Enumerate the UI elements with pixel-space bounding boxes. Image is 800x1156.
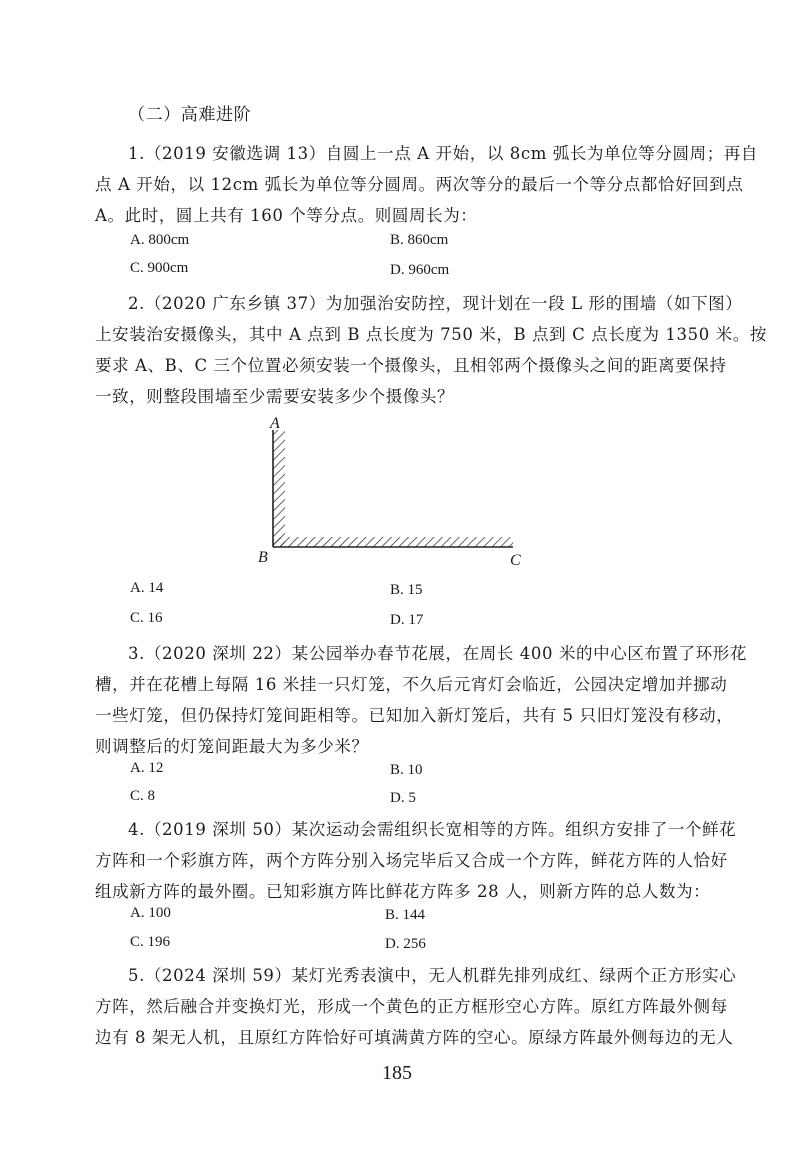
question-2-line-4: 一致，则整段围墙至少需要安装多少个摄像头？ bbox=[95, 387, 455, 406]
question-4-line-2: 方阵和一个彩旗方阵，两个方阵分别入场完毕后又合成一个方阵，鲜花方阵的人恰好 bbox=[95, 851, 728, 870]
question-3-line-1: 3.（2020 深圳 22）某公园举办春节花展，在周长 400 米的中心区布置了环形花 bbox=[128, 644, 748, 663]
question-1-line-3: A。此时，圆上共有 160 个等分点。则圆周长为： bbox=[95, 206, 478, 225]
question-3-option-a: A. 12 bbox=[130, 760, 164, 776]
question-1-line-1: 1.（2019 安徽选调 13）自圆上一点 A 开始，以 8cm 弧长为单位等分圆周；再自 bbox=[128, 144, 758, 163]
question-1-option-b: B. 860cm bbox=[390, 232, 449, 248]
page-number: 185 bbox=[382, 1062, 412, 1084]
question-3-option-d: D. 5 bbox=[390, 790, 416, 806]
question-3-line-2: 槽，并在花槽上每隔 16 米挂一只灯笼，不久后元宵灯会临近，公园决定增加并挪动 bbox=[95, 675, 728, 694]
question-4-line-1: 4.（2019 深圳 50）某次运动会需组织长宽相等的方阵。组织方安排了一个鲜花 bbox=[128, 820, 737, 839]
question-4-option-c: C. 196 bbox=[130, 934, 171, 950]
question-1-line-2: 点 A 开始，以 12cm 弧长为单位等分圆周。两次等分的最后一个等分点都恰好回到点 bbox=[95, 175, 744, 194]
section-title: （二）高难进阶 bbox=[128, 105, 252, 125]
question-4-option-b: B. 144 bbox=[385, 907, 426, 923]
question-2-line-1: 2.（2020 广东乡镇 37）为加强治安防控，现计划在一段 L 形的围墙（如下图） bbox=[128, 294, 743, 313]
question-4-option-d: D. 256 bbox=[385, 936, 426, 952]
point-c-label: C bbox=[510, 552, 521, 569]
question-2-option-c: C. 16 bbox=[130, 610, 163, 626]
question-2-line-3: 要求 A、B、C 三个位置必须安装一个摄像头，且相邻两个摄像头之间的距离要保持 bbox=[95, 356, 727, 375]
l-shaped-wall-figure bbox=[240, 415, 560, 575]
question-1-option-d: D. 960cm bbox=[390, 262, 450, 278]
point-a-label: A bbox=[270, 415, 280, 433]
question-2-line-2: 上安装治安摄像头，其中 A 点到 B 点长度为 750 米，B 点到 C 点长度为 1350 米。按 bbox=[95, 325, 767, 344]
question-3-line-3: 一些灯笼，但仍保持灯笼间距相等。已知加入新灯笼后，共有 5 只旧灯笼没有移动， bbox=[95, 706, 734, 725]
question-2-option-b: B. 15 bbox=[390, 582, 423, 598]
question-2-option-d: D. 17 bbox=[390, 612, 424, 628]
question-5-line-3: 边有 8 架无人机，且原红方阵恰好可填满黄方阵的空心。原绿方阵最外侧每边的无人 bbox=[95, 1028, 734, 1047]
wall-bc-hatching bbox=[273, 537, 513, 547]
question-4-option-a: A. 100 bbox=[130, 905, 171, 921]
question-4-line-3: 组成新方阵的最外圈。已知彩旗方阵比鲜花方阵多 28 人，则新方阵的总人数为： bbox=[95, 882, 711, 901]
question-1-option-a: A. 800cm bbox=[130, 232, 190, 248]
question-5-line-1: 5.（2024 深圳 59）某灯光秀表演中，无人机群先排列成红、绿两个正方形实心 bbox=[128, 966, 737, 985]
question-3-line-4: 则调整后的灯笼间距最大为多少米？ bbox=[95, 737, 369, 756]
wall-ab-hatching bbox=[273, 430, 285, 547]
point-b-label: B bbox=[258, 549, 268, 566]
question-3-option-b: B. 10 bbox=[390, 762, 423, 778]
question-2-option-a: A. 14 bbox=[130, 580, 164, 596]
question-3-option-c: C. 8 bbox=[130, 788, 156, 804]
question-5-line-2: 方阵，然后融合并变换灯光，形成一个黄色的正方框形空心方阵。原红方阵最外侧每 bbox=[95, 997, 728, 1016]
question-1-option-c: C. 900cm bbox=[130, 260, 189, 276]
